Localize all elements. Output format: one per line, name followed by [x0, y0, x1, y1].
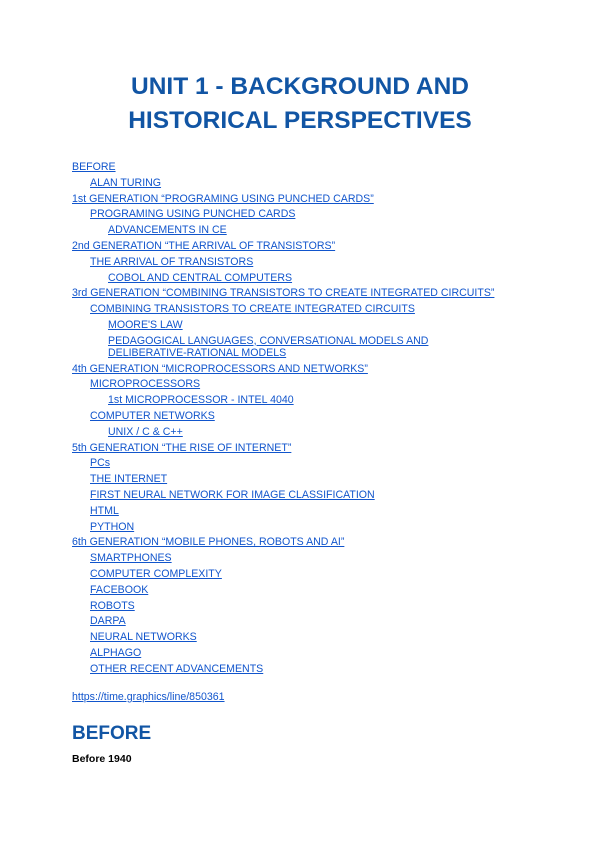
toc-item[interactable]: UNIX / C & C++	[108, 425, 183, 438]
toc-item[interactable]: PEDAGOGICAL LANGUAGES, CONVERSATIONAL MODELS AND DELIBERATIVE-RATIONAL MODELS	[108, 334, 429, 359]
title-line-2: HISTORICAL PERSPECTIVES	[128, 107, 472, 134]
section-subheading: Before 1940	[72, 753, 132, 765]
toc-item[interactable]: ALAN TURING	[90, 176, 162, 189]
toc-item[interactable]: 4th GENERATION “MICROPROCESSORS AND NETWORKS”	[72, 362, 368, 375]
toc-item[interactable]: 6th GENERATION “MOBILE PHONES, ROBOTS AND AI”	[72, 536, 345, 549]
toc-item[interactable]: HTML	[90, 504, 119, 517]
toc-item[interactable]: THE INTERNET	[90, 473, 168, 486]
toc-item[interactable]: OTHER RECENT ADVANCEMENTS	[90, 662, 264, 675]
toc-item[interactable]: 3rd GENERATION “COMBINING TRANSISTORS TO CREATE INTEGRATED CIRCUITS”	[72, 287, 495, 300]
toc-item[interactable]: 1st GENERATION “PROGRAMING USING PUNCHED CARDS”	[72, 192, 374, 205]
toc-item[interactable]: FIRST NEURAL NETWORK FOR IMAGE CLASSIFICATION	[90, 489, 375, 501]
toc-item[interactable]: BEFORE	[72, 161, 116, 173]
timeline-link[interactable]: https://time.graphics/line/850361	[72, 691, 225, 703]
title-line-1: UNIT 1 - BACKGROUND AND	[131, 73, 469, 100]
toc-item[interactable]: MOORE'S LAW	[108, 319, 183, 331]
toc-item[interactable]: ROBOTS	[90, 599, 135, 612]
toc-item[interactable]: PYTHON	[90, 520, 135, 533]
toc-item[interactable]: ALPHAGO	[90, 647, 142, 659]
toc-item[interactable]: PROGRAMING USING PUNCHED CARDS	[90, 208, 296, 221]
toc-item[interactable]: COMPUTER NETWORKS	[90, 410, 215, 422]
toc-item[interactable]: 5th GENERATION “THE RISE OF INTERNET”	[72, 441, 292, 454]
toc-item[interactable]: COMPUTER COMPLEXITY	[90, 568, 222, 580]
document-title	[0, 70, 600, 138]
section-heading: BEFORE	[72, 723, 152, 744]
toc-item[interactable]: FACEBOOK	[90, 583, 149, 596]
toc-item[interactable]: 1st MICROPROCESSOR - INTEL 4040	[108, 394, 294, 407]
toc-item[interactable]: NEURAL NETWORKS	[90, 631, 197, 644]
toc-item[interactable]: PCs	[90, 457, 111, 470]
toc-item[interactable]: COBOL AND CENTRAL COMPUTERS	[108, 271, 293, 284]
toc-item[interactable]: COMBINING TRANSISTORS TO CREATE INTEGRATED CIRCUITS	[90, 303, 415, 316]
toc-item[interactable]: MICROPROCESSORS	[90, 378, 201, 391]
toc-item[interactable]: SMARTPHONES	[90, 552, 172, 565]
toc-item[interactable]: 2nd GENERATION “THE ARRIVAL OF TRANSISTORS”	[72, 240, 336, 252]
toc-item[interactable]: THE ARRIVAL OF TRANSISTORS	[90, 255, 254, 268]
toc-item[interactable]: DARPA	[90, 615, 126, 628]
toc-item[interactable]: ADVANCEMENTS IN CE	[108, 224, 227, 237]
